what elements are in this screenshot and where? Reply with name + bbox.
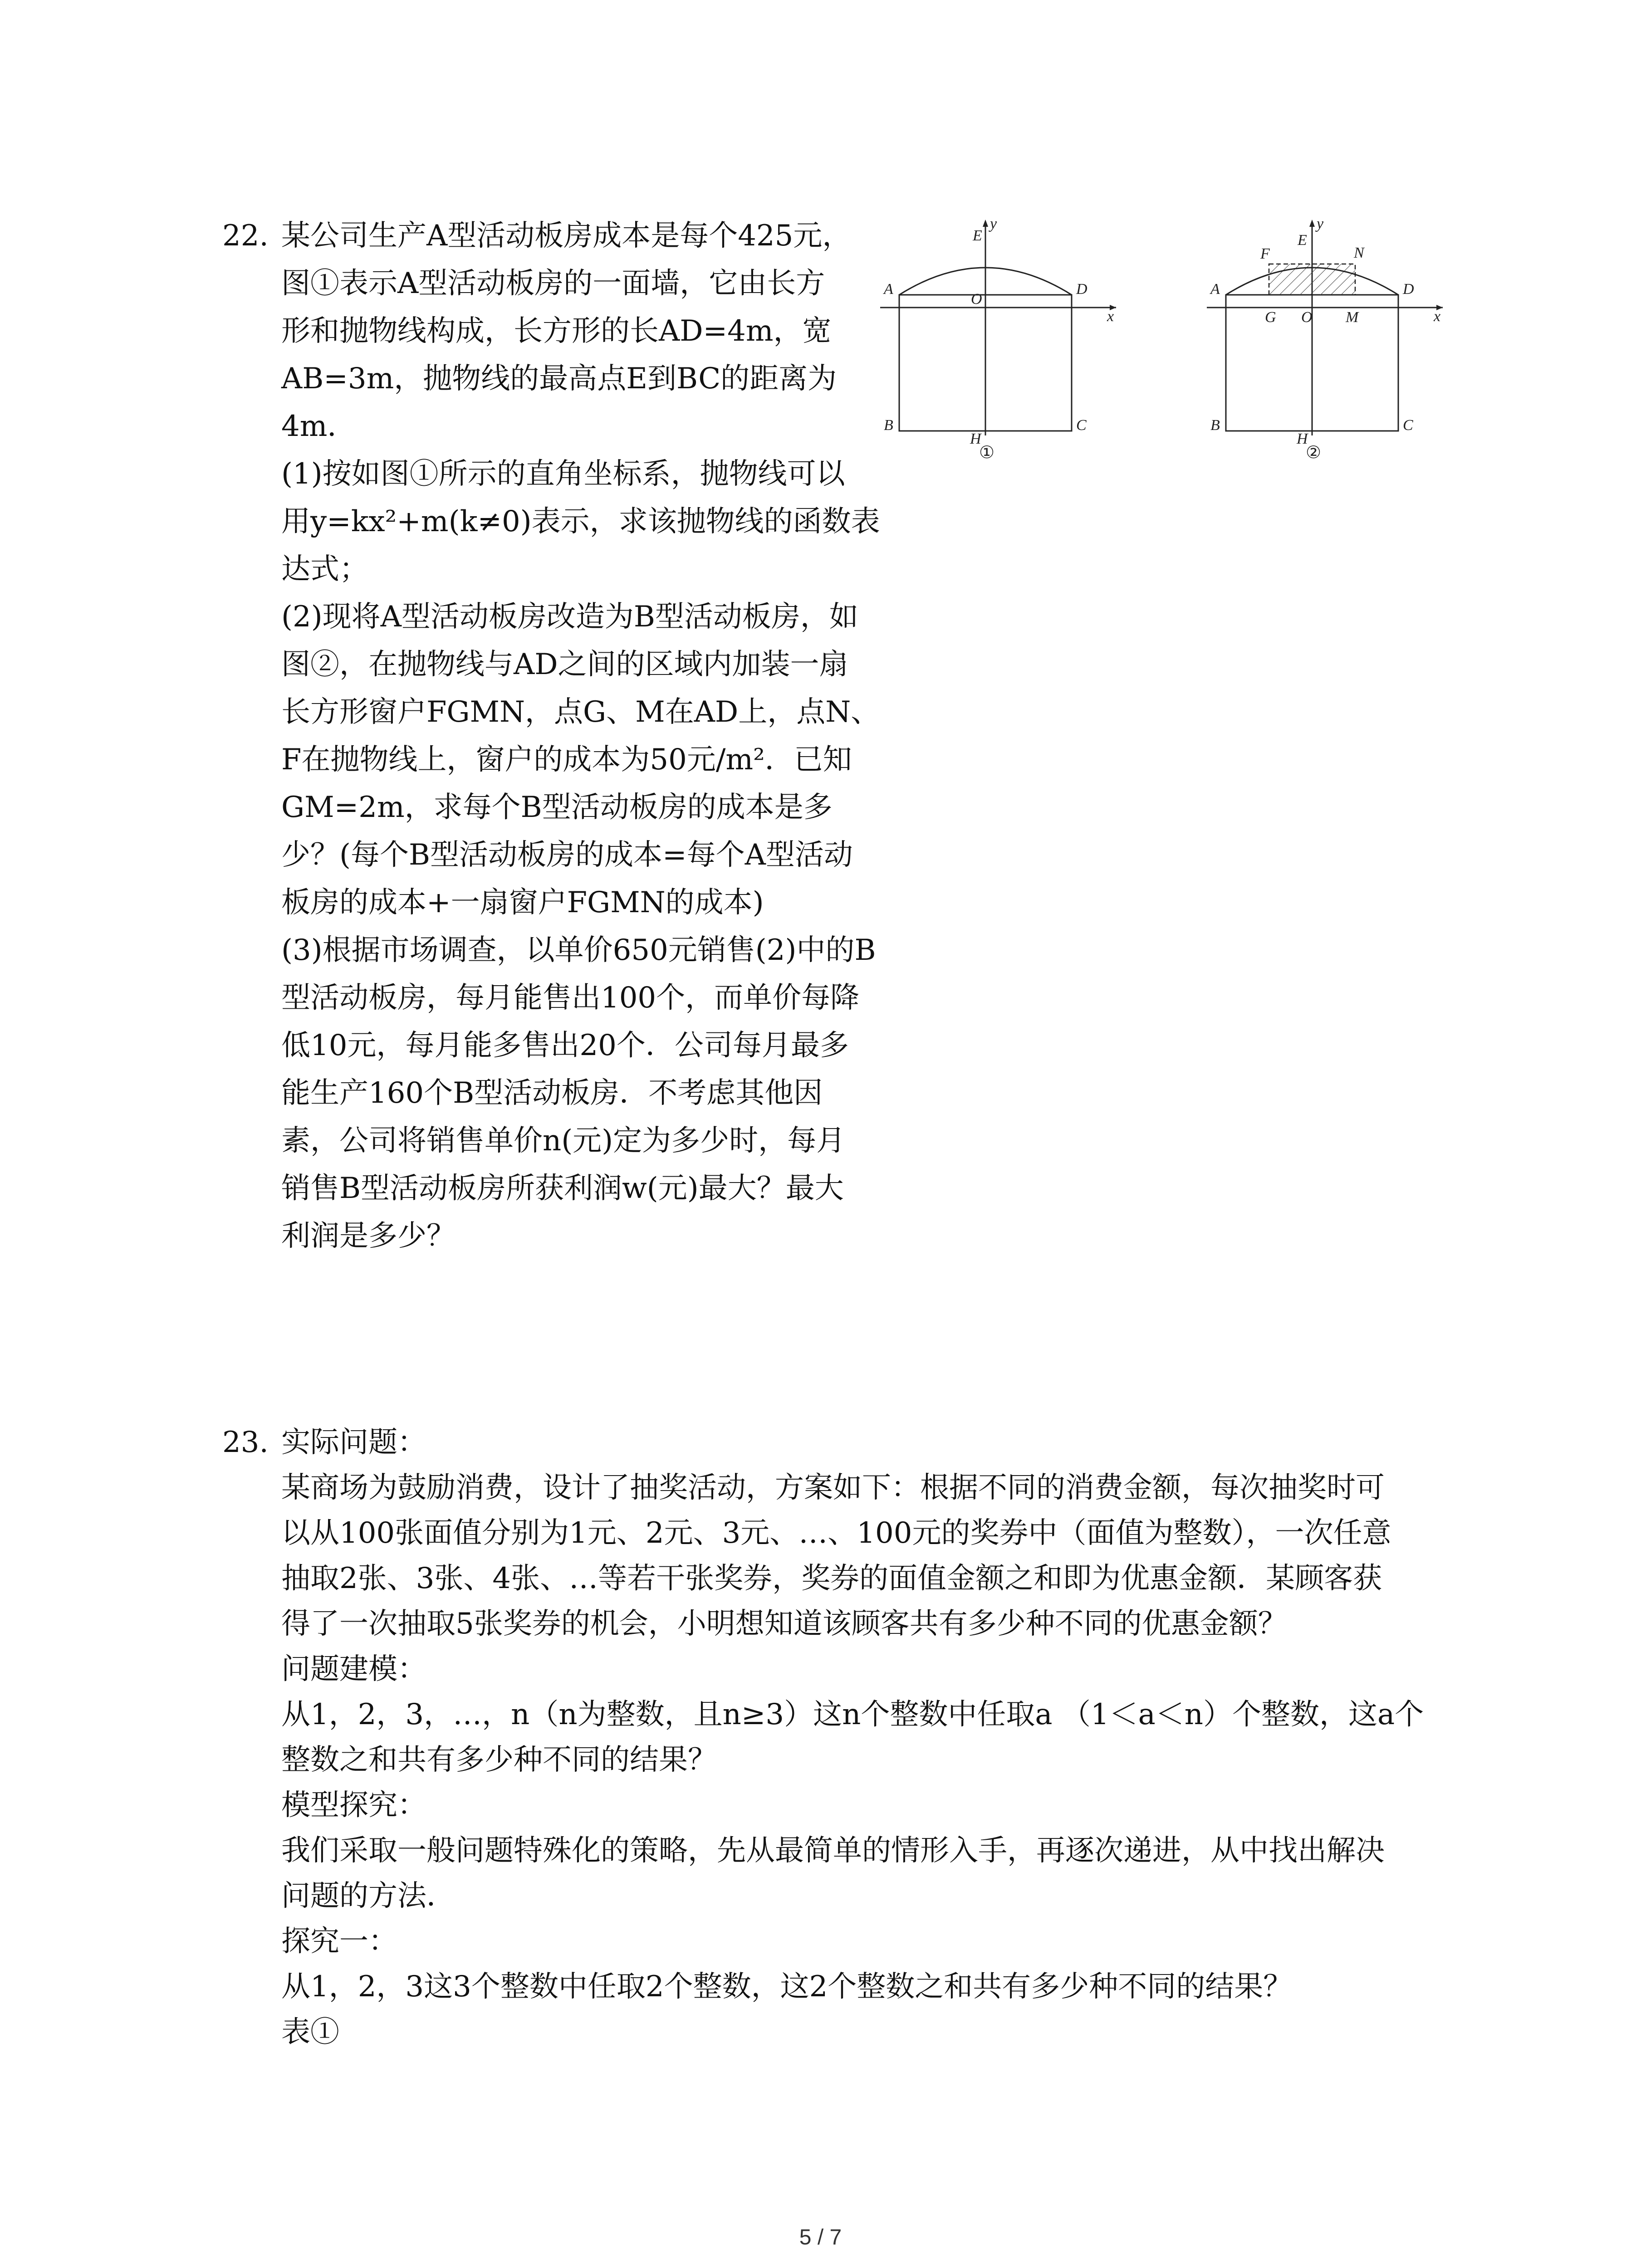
text-line: 图②，在抛物线与AD之间的区域内加装一扇 (281, 648, 848, 681)
text-line: 图①表示A型活动板房的一面墙，它由长方 (281, 267, 825, 300)
text-line: 抽取2张、3张、4张、…等若干张奖券，奖券的面值金额之和即为优惠金额．某顾客获 (281, 1562, 1382, 1595)
label-c: C (1403, 417, 1413, 434)
text-line: (3)根据市场调查，以单价650元销售(2)中的B (281, 934, 876, 967)
label-a: A (884, 281, 893, 298)
text-line: 板房的成本+一扇窗户FGMN的成本) (281, 886, 764, 919)
text-line: 问题建模： (281, 1652, 426, 1686)
text-line: 能生产160个B型活动板房．不考虑其他因 (281, 1076, 823, 1110)
label-b: B (1210, 417, 1220, 434)
label-d: D (1076, 281, 1087, 298)
text-line: 模型探究： (281, 1789, 426, 1822)
text-line: 素，公司将销售单价n(元)定为多少时，每月 (281, 1124, 846, 1158)
text-line: AB=3m，抛物线的最高点E到BC的距离为 (281, 362, 837, 396)
text-line: 表① (281, 2015, 339, 2049)
text-line: 利润是多少？ (281, 1219, 456, 1253)
text-line: 用y=kx²+m(k≠0)表示，求该抛物线的函数表 (281, 505, 880, 538)
text-line: (2)现将A型活动板房改造为B型活动板房，如 (281, 600, 858, 634)
text-line: 低10元，每月能多售出20个．公司每月最多 (281, 1029, 849, 1062)
text-line: 问题的方法． (281, 1879, 456, 1913)
figure-2-diagram (1207, 213, 1461, 467)
window-fgmn (1269, 264, 1355, 295)
y-axis-arrow (1309, 220, 1315, 227)
text-line: (1)按如图①所示的直角坐标系，抛物线可以 (281, 457, 845, 491)
text-line: F在抛物线上，窗户的成本为50元/m²．已知 (281, 743, 852, 777)
text-line: 得了一次抽取5张奖券的机会，小明想知道该顾客共有多少种不同的优惠金额？ (281, 1607, 1287, 1641)
text-line: 探究一： (281, 1925, 397, 1958)
label-f: F (1260, 245, 1270, 262)
label-h: H (970, 430, 981, 447)
label-h: H (1297, 430, 1308, 447)
figure-2-caption: ② (1306, 442, 1322, 462)
label-d: D (1403, 281, 1414, 298)
text-line: 实际问题： (281, 1426, 426, 1459)
label-x: x (1107, 308, 1114, 325)
y-axis-arrow (983, 220, 988, 227)
label-x: x (1434, 308, 1441, 325)
text-line: 长方形窗户FGMN，点G、M在AD上，点N、 (281, 695, 880, 729)
question-22-number: 22. (222, 219, 269, 253)
figure-1-caption: ① (979, 442, 995, 462)
text-line: 从1，2，3，…，n（n为整数，且n≥3）这n个整数中任取a （1＜a＜n）个整数，这a个 (281, 1698, 1424, 1731)
label-g: G (1265, 309, 1276, 326)
label-y: y (1317, 215, 1324, 232)
figure-1-diagram (880, 213, 1134, 467)
text-line: 形和抛物线构成，长方形的长AD=4m，宽 (281, 314, 832, 348)
text-line: 4m． (281, 410, 357, 443)
text-line: 型活动板房，每月能售出100个，而单价每降 (281, 981, 860, 1015)
label-y: y (990, 215, 997, 232)
text-line: 以从100张面值分别为1元、2元、3元、…、100元的奖券中（面值为整数），一次任意 (281, 1516, 1391, 1550)
label-e: E (1298, 232, 1307, 249)
text-line: 从1，2，3这3个整数中任取2个整数，这2个整数之和共有多少种不同的结果？ (281, 1970, 1293, 2004)
label-o: O (1301, 309, 1313, 326)
label-m: M (1346, 309, 1359, 326)
label-c: C (1076, 417, 1087, 434)
question-23-number: 23. (222, 1426, 269, 1459)
text-line: 某公司生产A型活动板房成本是每个425元， (281, 219, 852, 253)
text-line: 少？(每个B型活动板房的成本=每个A型活动 (281, 838, 853, 872)
text-line: 我们采取一般问题特殊化的策略，先从最简单的情形入手，再逐次递进，从中找出解决 (281, 1834, 1385, 1867)
text-line: 某商场为鼓励消费，设计了抽奖活动，方案如下：根据不同的消费金额，每次抽奖时可 (281, 1471, 1385, 1505)
label-e: E (973, 227, 982, 244)
text-line: GM=2m，求每个B型活动板房的成本是多 (281, 791, 833, 824)
page-number: 5 / 7 (799, 2225, 842, 2249)
text-line: 整数之和共有多少种不同的结果？ (281, 1743, 717, 1777)
text-line: 达式； (281, 552, 368, 586)
label-n: N (1354, 244, 1364, 261)
label-b: B (884, 417, 893, 434)
text-line: 销售B型活动板房所获利润w(元)最大？最大 (281, 1172, 844, 1205)
label-a: A (1210, 281, 1220, 298)
label-o: O (971, 291, 982, 308)
